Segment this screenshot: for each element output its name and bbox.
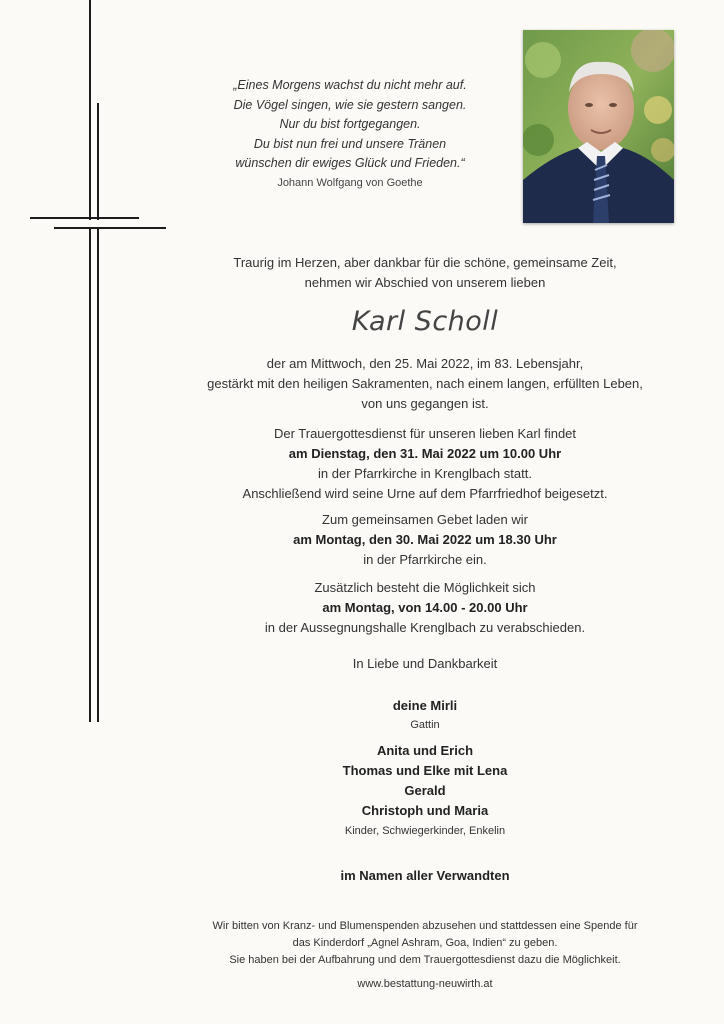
poem <box>200 76 500 192</box>
farewell-date: am Montag, von 14.00 - 20.00 Uhr <box>322 600 528 615</box>
service-line: in der Pfarrkirche in Krenglbach statt. <box>318 466 532 481</box>
family-block <box>150 741 700 840</box>
poem-line: Du bist nun frei und unsere Tränen <box>253 136 447 151</box>
relatives-text: im Namen aller Verwandten <box>340 868 510 883</box>
donation-note <box>140 918 710 969</box>
donation-line: Sie haben bei der Aufbahrung und dem Trauergottesdienst dazu die Möglichkeit. <box>229 954 621 966</box>
family-role: Kinder, Schwiegerkinder, Enkelin <box>344 825 506 837</box>
intro-line: nehmen wir Abschied von unserem lieben <box>304 275 546 290</box>
prayer-date: am Montag, den 30. Mai 2022 um 18.30 Uhr <box>293 532 557 547</box>
family-name: Christoph und Maria <box>361 803 489 818</box>
death-info-line: von uns gegangen ist. <box>361 396 489 411</box>
service-line: Anschließend wird seine Urne auf dem Pfarrfriedhof beigesetzt. <box>242 486 608 501</box>
service-line: Der Trauergottesdienst für unseren lieben Karl findet <box>273 426 577 441</box>
spouse-name: deine Mirli <box>392 698 458 713</box>
spouse-block <box>150 696 700 734</box>
prayer-info <box>150 510 700 570</box>
farewell-info <box>150 578 700 638</box>
donation-line: Wir bitten von Kranz- und Blumenspenden abzusehen und stattdessen eine Spende für <box>212 920 638 932</box>
deceased-name: Karl Scholl <box>351 306 499 337</box>
spouse-role: Gattin <box>410 719 440 731</box>
closing-text: In Liebe und Dankbarkeit <box>352 656 498 671</box>
poem-line: Nur du bist fortgegangen. <box>279 117 421 131</box>
portrait-photo <box>523 30 674 223</box>
family-name: Gerald <box>404 783 446 798</box>
poem-line: Die Vögel singen, wie sie gestern sangen. <box>233 97 467 112</box>
death-info <box>150 354 700 414</box>
farewell-line: Zusätzlich besteht die Möglichkeit sich <box>314 580 536 595</box>
family-name: Thomas und Elke mit Lena <box>342 763 508 778</box>
prayer-line: in der Pfarrkirche ein. <box>363 552 487 567</box>
poem-author: Johann Wolfgang von Goethe <box>277 176 423 189</box>
intro-line: Traurig im Herzen, aber dankbar für die schöne, gemeinsame Zeit, <box>233 255 617 270</box>
death-info-line: gestärkt mit den heiligen Sakramenten, nach einem langen, erfüllten Leben, <box>207 376 643 391</box>
poem-line: „Eines Morgens wachst du nicht mehr auf. <box>233 78 467 92</box>
service-date: am Dienstag, den 31. Mai 2022 um 10.00 Uhr <box>288 446 562 461</box>
farewell-line: in der Aussegnungshalle Krenglbach zu verabschieden. <box>264 620 586 635</box>
website-link[interactable]: www.bestattung-neuwirth.at <box>357 978 493 990</box>
prayer-line: Zum gemeinsamen Gebet laden wir <box>322 512 528 527</box>
intro-text <box>150 253 700 293</box>
family-name: Anita und Erich <box>376 743 474 758</box>
service-info <box>150 424 700 504</box>
poem-line: wünschen dir ewiges Glück und Frieden.“ <box>235 156 465 170</box>
donation-line: das Kinderdorf „Agnel Ashram, Goa, Indien“ zu geben. <box>292 937 558 949</box>
death-info-line: der am Mittwoch, den 25. Mai 2022, im 83. Lebensjahr, <box>266 356 584 371</box>
